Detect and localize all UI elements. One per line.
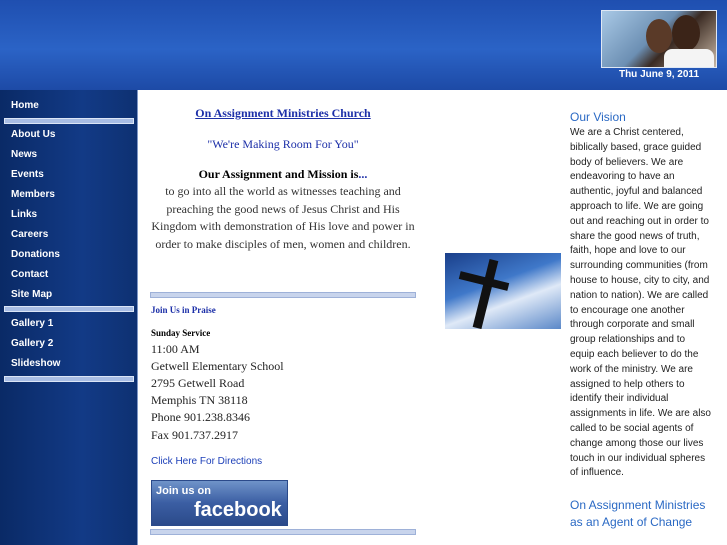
nav-slideshow[interactable]: Slideshow <box>11 358 61 369</box>
nav-divider <box>4 376 134 382</box>
mission-title-text: Our Assignment and Mission is <box>198 167 359 181</box>
service-time: 11:00 AM <box>151 342 200 356</box>
facebook-logo: facebook <box>194 499 282 521</box>
cross-icon <box>473 259 499 329</box>
header-banner <box>0 0 727 90</box>
photo-man <box>672 15 700 51</box>
nav-gallery-1[interactable]: Gallery 1 <box>11 318 54 329</box>
nav-home[interactable]: Home <box>11 100 39 111</box>
photo-shirt <box>664 49 714 68</box>
photo-woman <box>646 19 672 53</box>
section-divider <box>150 529 416 535</box>
mission-text: to go into all the world as witnesses teaching and preaching the good news of Jesus Christ and His Kingdom with demonstration of His love and power in order to make disciples of men, women and children. <box>151 184 415 251</box>
mission-title-dots: ... <box>358 167 368 181</box>
church-title-link[interactable]: On Assignment Ministries Church <box>195 106 371 120</box>
couple-photo <box>601 10 717 68</box>
nav-contact[interactable]: Contact <box>11 269 49 280</box>
join-heading: Join Us in Praise <box>151 305 216 315</box>
service-fax: Fax 901.737.2917 <box>151 428 238 442</box>
current-date: Thu June 9, 2011 <box>618 69 700 80</box>
sunday-heading: Sunday Service <box>151 328 211 338</box>
agent-of-change-title: On Assignment Ministries as an Agent of Change <box>570 498 706 529</box>
tagline: "We're Making Room For You" <box>207 137 359 151</box>
service-venue: Getwell Elementary School <box>151 359 284 373</box>
directions-link[interactable]: Click Here For Directions <box>151 456 263 467</box>
nav-links[interactable]: Links <box>11 209 38 220</box>
nav-about-us[interactable]: About Us <box>11 129 56 140</box>
nav-gallery-2[interactable]: Gallery 2 <box>11 338 54 349</box>
sidebar-nav <box>0 90 138 545</box>
section-divider <box>150 292 416 298</box>
nav-site-map[interactable]: Site Map <box>11 289 53 300</box>
facebook-button[interactable] <box>151 480 288 526</box>
nav-members[interactable]: Members <box>11 189 55 200</box>
nav-news[interactable]: News <box>11 149 38 160</box>
nav-divider <box>4 118 134 124</box>
mission-title <box>150 167 416 182</box>
vision-title: Our Vision <box>570 110 626 124</box>
nav-donations[interactable]: Donations <box>11 249 60 260</box>
nav-careers[interactable]: Careers <box>11 229 49 240</box>
facebook-join-text: Join us on <box>156 485 211 497</box>
vision-text: We are a Christ centered, biblically based, grace guided body of believers. We are endeavoring to have an authentic, joyful and balanced approach to life. We are going out and reaching out in order to share the good news of truth, faith, hope and love to our surrounding communities (from house to house, city to city, and nation to nation). We are called to encourage one another through corporate and small group relationships and to equip each believer to do the work of the ministry. We are assigned to help others to identify their individual assignments in life. We are also called to be social agents of change among those our lives touch in our individual spheres of influence. <box>570 127 711 479</box>
nav-events[interactable]: Events <box>11 169 44 180</box>
cross-image <box>445 253 561 329</box>
service-phone: Phone 901.238.8346 <box>151 410 250 424</box>
nav-divider <box>4 306 134 312</box>
service-street: 2795 Getwell Road <box>151 376 245 390</box>
service-city: Memphis TN 38118 <box>151 393 248 407</box>
